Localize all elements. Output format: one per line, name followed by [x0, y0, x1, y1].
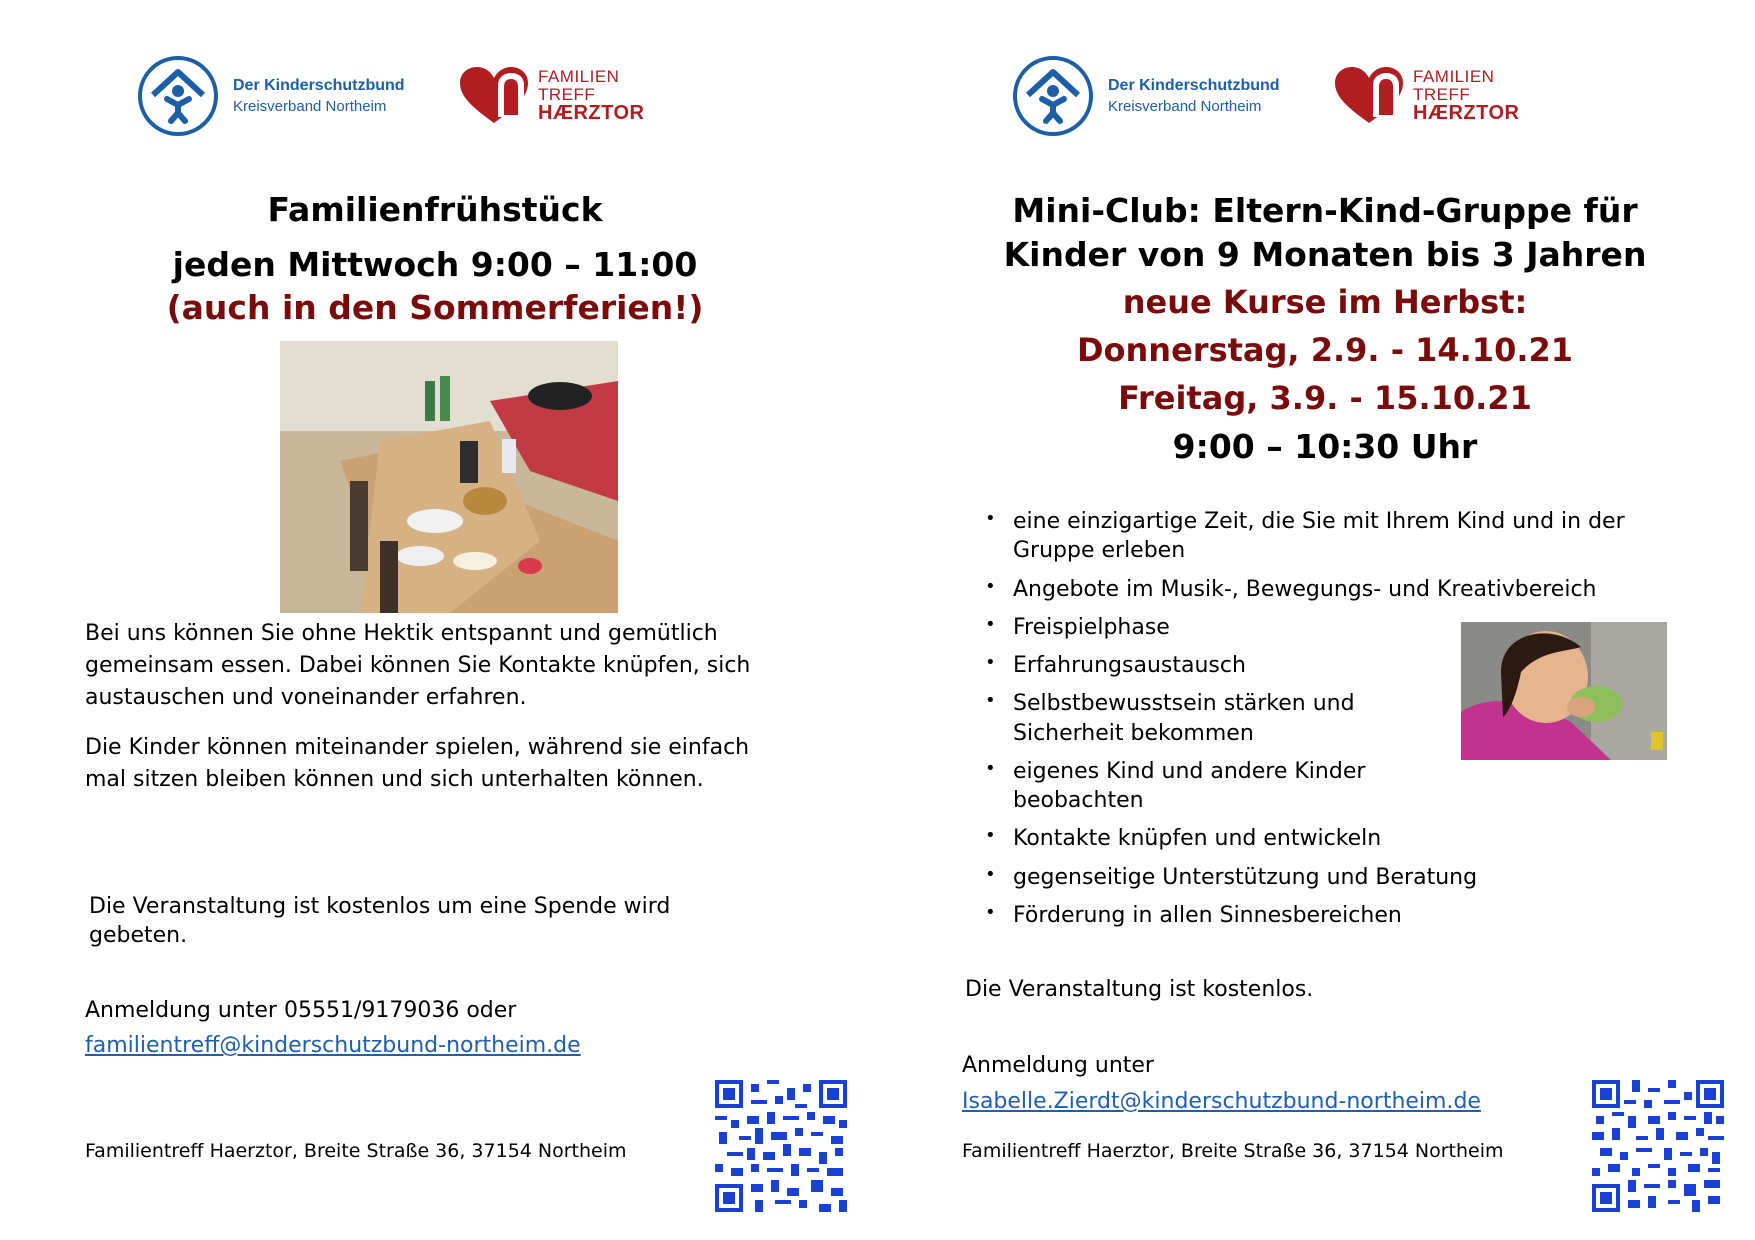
familientreff-logo — [458, 65, 644, 127]
right-courses-label: neue Kurse im Herbst: — [1122, 283, 1528, 321]
kinderschutzbund-logo — [137, 55, 405, 137]
ft-line3: HÆRZTOR — [538, 102, 645, 125]
list-item: • gegenseitige Unterstützung und Beratung — [983, 863, 1663, 892]
right-cost-note: Die Veranstaltung ist kostenlos. — [965, 977, 1314, 1002]
list-item: • eine einzigartige Zeit, die Sie mit Ihrem Kind und in der Gruppe erleben — [983, 507, 1633, 566]
right-time: 9:00 – 10:30 Uhr — [1172, 427, 1478, 466]
list-item: • eigenes Kind und andere Kinder beobachten — [983, 757, 1433, 816]
ft-line1: FAMILIEN — [538, 66, 620, 86]
right-address: Familientreff Haerztor, Breite Straße 36, 37154 Northeim — [962, 1140, 1504, 1162]
ksb-title: Der Kinderschutzbund — [1108, 77, 1280, 95]
ft-line2: TREFF — [1413, 84, 1471, 104]
list-item: • Erfahrungsaustausch — [983, 651, 1663, 680]
ft-line1: FAMILIEN — [1413, 66, 1495, 86]
right-thursday-dates: Donnerstag, 2.9. - 14.10.21 — [1076, 331, 1574, 369]
ksb-subtitle: Kreisverband Northeim — [233, 97, 387, 115]
child-eating-photo — [1461, 622, 1667, 760]
ksb-title: Der Kinderschutzbund — [233, 77, 405, 95]
right-friday-dates: Freitag, 3.9. - 15.10.21 — [1118, 379, 1532, 417]
qr-code-icon — [1592, 1080, 1724, 1212]
heart-door-icon — [1333, 65, 1405, 127]
left-paragraph-1: Bei uns können Sie ohne Hektik entspannt und gemütlich gemeinsam essen. Dabei können Sie Kontakte knüpfen, sich austauschen und voneinander erfahren. — [85, 621, 751, 710]
ft-line3: HÆRZTOR — [1413, 102, 1520, 125]
left-subtitle: jeden Mittwoch 9:00 – 11:00 — [172, 245, 698, 284]
list-item: • Kontakte knüpfen und entwickeln — [983, 824, 1663, 853]
list-item: • Freispielphase — [983, 613, 1663, 642]
kinderschutzbund-logo-right — [1012, 55, 1280, 137]
left-qr-code[interactable] — [715, 1080, 847, 1212]
list-item: • Selbstbewusstsein stärken und Sicherheit bekommen — [983, 689, 1433, 748]
left-paragraph-2: Die Kinder können miteinander spielen, während sie einfach mal sitzen bleiben können und sich unterhalten können. — [85, 735, 750, 792]
left-signup: Anmeldung unter 05551/9179036 oder — [85, 998, 517, 1023]
kinderschutzbund-emblem-icon — [1012, 55, 1094, 137]
left-email-link[interactable]: familientreff@kinderschutzbund-northeim.de — [85, 1033, 581, 1058]
left-highlight: (auch in den Sommerferien!) — [166, 288, 704, 327]
ft-line2: TREFF — [538, 84, 596, 104]
breakfast-table-photo — [280, 341, 618, 613]
left-address: Familientreff Haerztor, Breite Straße 36, 37154 Northeim — [85, 1140, 627, 1162]
right-title-line1: Mini-Club: Eltern-Kind-Gruppe für — [1012, 191, 1638, 230]
right-qr-code[interactable] — [1592, 1080, 1724, 1212]
qr-code-icon — [715, 1080, 847, 1212]
heart-door-icon — [458, 65, 530, 127]
left-title: Familienfrühstück — [267, 190, 603, 229]
child-eating-image — [1461, 622, 1667, 760]
right-title-line2: Kinder von 9 Monaten bis 3 Jahren — [1003, 235, 1647, 274]
right-signup: Anmeldung unter — [962, 1053, 1154, 1078]
left-cost-note: Die Veranstaltung ist kostenlos um eine Spende wird gebeten. — [89, 894, 671, 948]
familientreff-logo-right — [1333, 65, 1519, 127]
breakfast-table-image — [280, 341, 618, 613]
ksb-subtitle: Kreisverband Northeim — [1108, 97, 1262, 115]
kinderschutzbund-emblem-icon — [137, 55, 219, 137]
list-item: • Förderung in allen Sinnesbereichen — [983, 901, 1663, 930]
right-email-link[interactable]: Isabelle.Zierdt@kinderschutzbund-northeim.de — [962, 1089, 1481, 1114]
list-item: • Angebote im Musik-, Bewegungs- und Kreativbereich — [983, 575, 1663, 604]
